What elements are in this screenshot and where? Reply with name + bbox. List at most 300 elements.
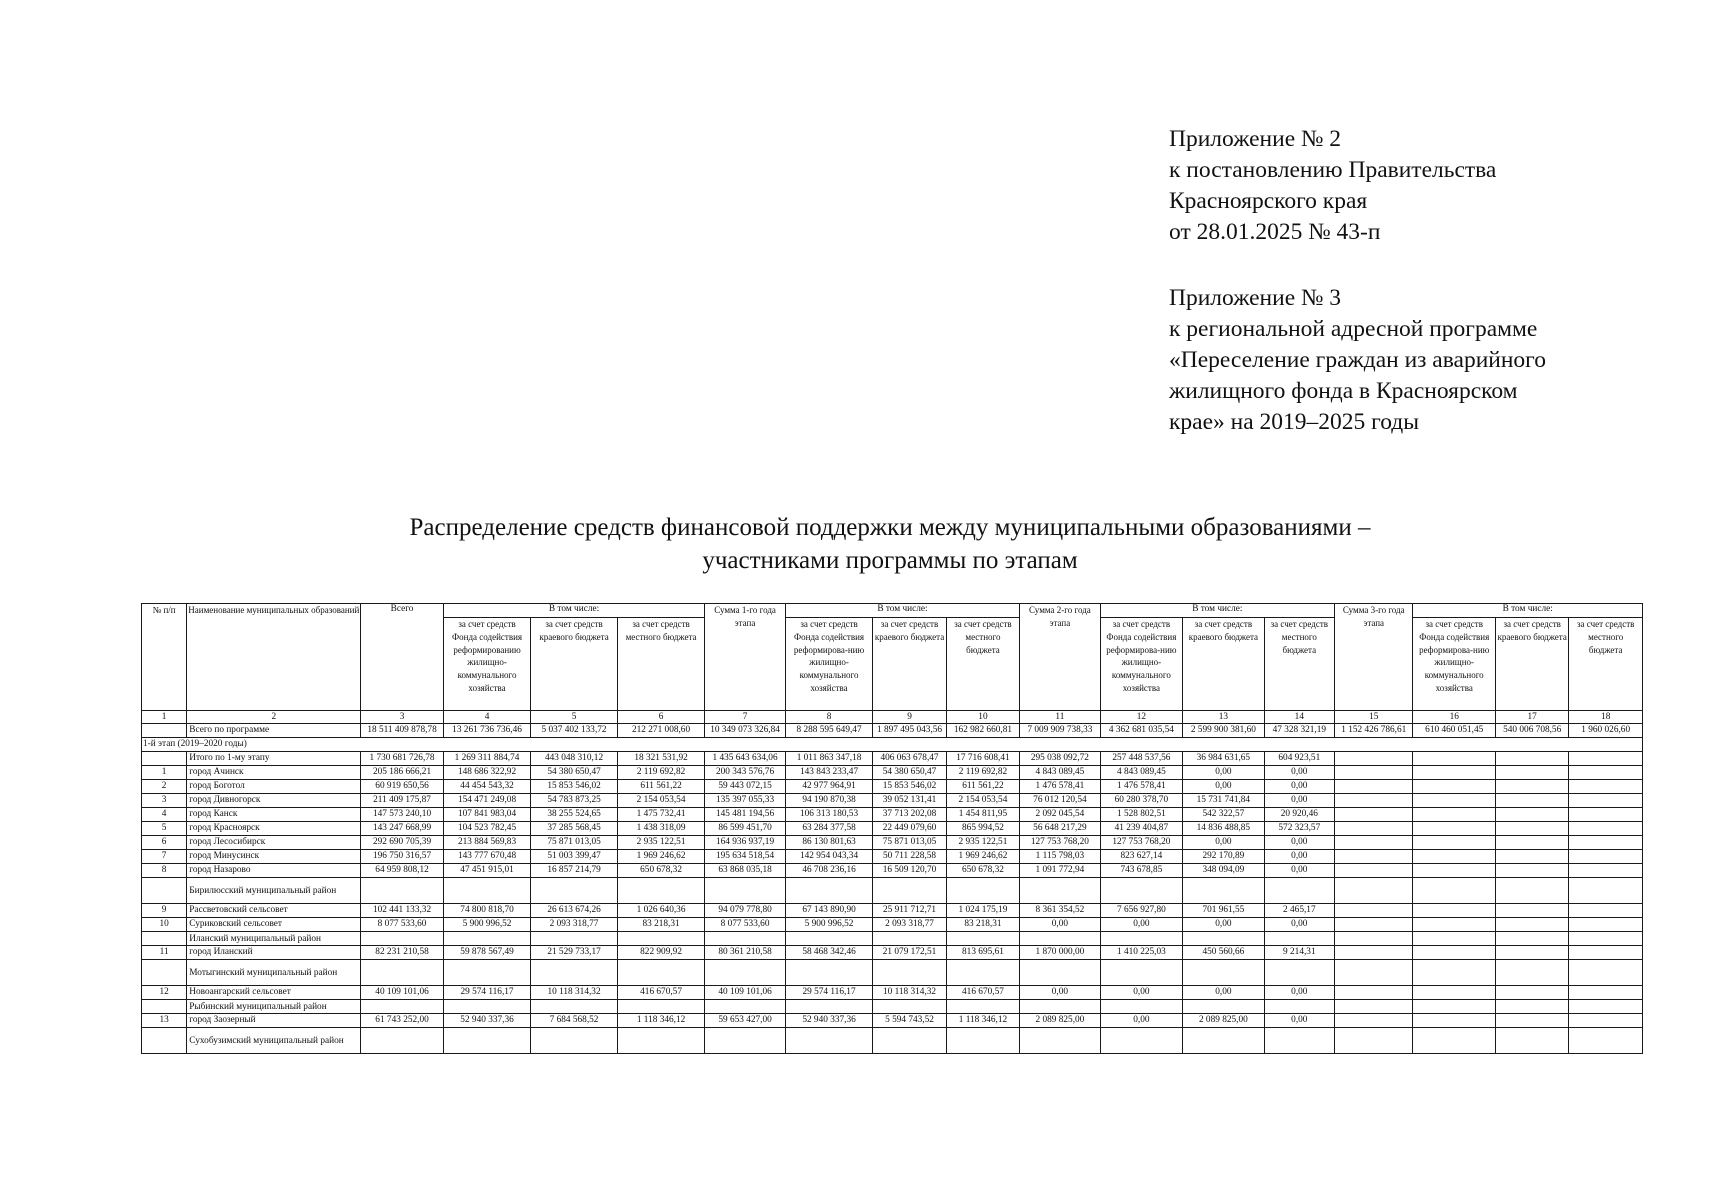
amount-cell: 60 919 650,56 [361, 780, 443, 794]
stage-label: 1-й этап (2019–2020 годы) [142, 738, 1643, 752]
empty-cell [531, 932, 618, 946]
amount-cell: 51 003 399,47 [531, 850, 618, 864]
empty-cell [361, 960, 443, 986]
amount-cell [1569, 808, 1643, 822]
empty-cell [1020, 960, 1100, 986]
empty-cell [946, 932, 1019, 946]
row-number: 9 [142, 904, 187, 918]
amount-cell: 701 961,55 [1183, 904, 1264, 918]
municipality-name: Итого по 1-му этапу [187, 752, 361, 766]
stage-row [142, 738, 1643, 752]
header-num: № п/п [142, 604, 187, 711]
amount-cell: 348 094,09 [1183, 864, 1264, 878]
amount-cell: 1 475 732,41 [617, 808, 705, 822]
amount-cell [1413, 794, 1495, 808]
amount-cell: 5 900 996,52 [443, 918, 531, 932]
table-row [142, 794, 1643, 808]
amount-cell [1413, 836, 1495, 850]
amount-cell: 147 573 240,10 [361, 808, 443, 822]
amount-cell: 13 261 736 736,46 [443, 724, 531, 738]
amount-cell: 18 321 531,92 [617, 752, 705, 766]
amount-cell [1335, 946, 1413, 960]
amount-cell [1569, 766, 1643, 780]
amount-cell: 164 936 937,19 [705, 836, 785, 850]
amount-cell: 743 678,85 [1100, 864, 1182, 878]
amount-cell [1335, 808, 1413, 822]
empty-cell [531, 1028, 618, 1054]
empty-cell [443, 1000, 531, 1014]
amount-cell: 58 468 342,46 [785, 946, 873, 960]
empty-cell [1413, 960, 1495, 986]
amount-cell [1335, 986, 1413, 1000]
appendix-3-line: крае» на 2019–2025 годы [1169, 409, 1420, 435]
empty-cell [1100, 1000, 1182, 1014]
empty-cell [1335, 1028, 1413, 1054]
table-row [142, 836, 1643, 850]
amount-cell [1495, 864, 1568, 878]
amount-cell: 16 509 120,70 [873, 864, 946, 878]
row-number-cell [142, 1000, 187, 1014]
amount-cell: 9 214,31 [1264, 946, 1334, 960]
amount-cell: 211 409 175,87 [361, 794, 443, 808]
amount-cell: 0,00 [1183, 986, 1264, 1000]
amount-cell: 4 843 089,45 [1100, 766, 1182, 780]
header-sum-2: Сумма 2-го года этапа [1020, 604, 1100, 711]
empty-cell [1495, 932, 1568, 946]
amount-cell: 1 091 772,94 [1020, 864, 1100, 878]
district-name: Бирилюсский муниципальный район [187, 878, 361, 904]
table-row [142, 780, 1643, 794]
empty-cell [443, 960, 531, 986]
amount-cell [1495, 808, 1568, 822]
empty-cell [1183, 1028, 1264, 1054]
amount-cell: 60 280 378,70 [1100, 794, 1182, 808]
amount-cell: 822 909,92 [617, 946, 705, 960]
district-header-row [142, 878, 1643, 904]
amount-cell: 1 438 318,09 [617, 822, 705, 836]
amount-cell: 1 152 426 786,61 [1335, 724, 1413, 738]
amount-cell [1569, 864, 1643, 878]
empty-cell [1413, 878, 1495, 904]
amount-cell: 2 093 318,77 [531, 918, 618, 932]
appendix-3-line: жилищного фонда в Красноярском [1169, 378, 1518, 404]
amount-cell: 143 843 233,47 [785, 766, 873, 780]
amount-cell [1413, 822, 1495, 836]
amount-cell: 8 077 533,60 [705, 918, 785, 932]
empty-cell [1413, 932, 1495, 946]
district-name: Рыбинский муниципальный район [187, 1000, 361, 1014]
amount-cell [1335, 836, 1413, 850]
amount-cell: 2 935 122,51 [617, 836, 705, 850]
amount-cell [1569, 918, 1643, 932]
column-number: 8 [785, 711, 873, 724]
appendix-2-line: от 28.01.2025 № 43-п [1169, 219, 1381, 245]
amount-cell [1413, 850, 1495, 864]
amount-cell: 1 118 346,12 [617, 1014, 705, 1028]
amount-cell: 67 143 890,90 [785, 904, 873, 918]
amount-cell [1495, 1014, 1568, 1028]
amount-cell: 54 380 650,47 [531, 766, 618, 780]
empty-cell [946, 960, 1019, 986]
amount-cell: 54 380 650,47 [873, 766, 946, 780]
amount-cell [1413, 986, 1495, 1000]
empty-cell [1495, 1028, 1568, 1054]
amount-cell: 7 684 568,52 [531, 1014, 618, 1028]
amount-cell: 64 959 808,12 [361, 864, 443, 878]
amount-cell [1495, 766, 1568, 780]
column-number: 7 [705, 711, 785, 724]
amount-cell: 1 969 246,62 [617, 850, 705, 864]
empty-cell [531, 1000, 618, 1014]
amount-cell [1335, 850, 1413, 864]
amount-cell: 143 247 668,99 [361, 822, 443, 836]
header-incl-2: В том числе: [785, 604, 1019, 618]
amount-cell: 56 648 217,29 [1020, 822, 1100, 836]
amount-cell: 0,00 [1264, 986, 1334, 1000]
header-fund: за счет средств Фонда содействия реформирова-нию жилищно-коммунального хозяйства [1100, 618, 1182, 711]
amount-cell: 145 481 194,56 [705, 808, 785, 822]
amount-cell: 2 935 122,51 [946, 836, 1019, 850]
municipality-name: Всего по программе [187, 724, 361, 738]
amount-cell: 0,00 [1020, 918, 1100, 932]
amount-cell: 1 870 000,00 [1020, 946, 1100, 960]
amount-cell: 21 529 733,17 [531, 946, 618, 960]
amount-cell [1495, 986, 1568, 1000]
table-body [142, 711, 1643, 1054]
appendix-3-line: к региональной адресной программе [1169, 316, 1538, 342]
row-number: 5 [142, 822, 187, 836]
amount-cell [1569, 822, 1643, 836]
amount-cell: 154 471 249,08 [443, 794, 531, 808]
empty-cell [705, 960, 785, 986]
amount-cell: 36 984 631,65 [1183, 752, 1264, 766]
header-fund: за счет средств Фонда содействия реформированию жилищно-коммунального хозяйства [443, 618, 531, 711]
appendix-3-line: «Переселение граждан из аварийного [1169, 347, 1546, 373]
amount-cell: 41 239 404,87 [1100, 822, 1182, 836]
header-sum-1: Сумма 1-го года этапа [705, 604, 785, 711]
empty-cell [1020, 1000, 1100, 1014]
empty-cell [1569, 878, 1643, 904]
amount-cell: 2 093 318,77 [873, 918, 946, 932]
appendix-3-block [1169, 283, 1546, 438]
amount-cell: 0,00 [1264, 794, 1334, 808]
district-header-row [142, 1000, 1643, 1014]
amount-cell: 213 884 569,83 [443, 836, 531, 850]
amount-cell: 75 871 013,05 [873, 836, 946, 850]
header-local: за счет средств местного бюджета [1569, 618, 1643, 711]
amount-cell: 4 362 681 035,54 [1100, 724, 1182, 738]
empty-cell [785, 1000, 873, 1014]
amount-cell: 257 448 537,56 [1100, 752, 1182, 766]
amount-cell: 102 441 133,32 [361, 904, 443, 918]
amount-cell: 8 288 595 649,47 [785, 724, 873, 738]
empty-cell [1264, 878, 1334, 904]
column-number: 9 [873, 711, 946, 724]
amount-cell: 0,00 [1264, 780, 1334, 794]
amount-cell: 42 977 964,91 [785, 780, 873, 794]
column-number: 10 [946, 711, 1019, 724]
amount-cell: 542 322,57 [1183, 808, 1264, 822]
empty-cell [946, 1000, 1019, 1014]
amount-cell: 572 323,57 [1264, 822, 1334, 836]
empty-cell [705, 932, 785, 946]
amount-cell: 2 089 825,00 [1020, 1014, 1100, 1028]
amount-cell [1413, 918, 1495, 932]
amount-cell: 44 454 543,32 [443, 780, 531, 794]
empty-cell [617, 878, 705, 904]
table-row [142, 808, 1643, 822]
empty-cell [873, 1028, 946, 1054]
amount-cell: 54 783 873,25 [531, 794, 618, 808]
table-row [142, 724, 1643, 738]
amount-cell: 406 063 678,47 [873, 752, 946, 766]
amount-cell: 52 940 337,36 [443, 1014, 531, 1028]
amount-cell: 15 853 546,02 [873, 780, 946, 794]
amount-cell: 1 115 798,03 [1020, 850, 1100, 864]
appendix-3-line: Приложение № 3 [1169, 285, 1342, 311]
empty-cell [1495, 878, 1568, 904]
column-number: 11 [1020, 711, 1100, 724]
municipality-name: город Минусинск [187, 850, 361, 864]
district-name: Иланский муниципальный район [187, 932, 361, 946]
empty-cell [617, 1028, 705, 1054]
amount-cell [1413, 904, 1495, 918]
header-incl-3: В том числе: [1100, 604, 1334, 618]
amount-cell [1335, 780, 1413, 794]
empty-cell [1100, 1028, 1182, 1054]
amount-cell: 8 361 354,52 [1020, 904, 1100, 918]
appendix-2-line: Красноярского края [1169, 188, 1368, 214]
amount-cell: 52 940 337,36 [785, 1014, 873, 1028]
row-number: 3 [142, 794, 187, 808]
amount-cell [1495, 946, 1568, 960]
amount-cell [1495, 822, 1568, 836]
amount-cell: 29 574 116,17 [443, 986, 531, 1000]
amount-cell [1335, 766, 1413, 780]
empty-cell [873, 932, 946, 946]
header-local: за счет средств местного бюджета [1264, 618, 1334, 711]
amount-cell: 196 750 316,57 [361, 850, 443, 864]
row-number: 1 [142, 766, 187, 780]
amount-cell: 200 343 576,76 [705, 766, 785, 780]
empty-cell [1100, 932, 1182, 946]
amount-cell [1569, 1014, 1643, 1028]
amount-cell: 59 443 072,15 [705, 780, 785, 794]
row-number-cell [142, 932, 187, 946]
empty-cell [873, 1000, 946, 1014]
header-local: за счет средств местного бюджета [617, 618, 705, 711]
amount-cell: 0,00 [1183, 780, 1264, 794]
empty-cell [1335, 1000, 1413, 1014]
amount-cell: 1 410 225,03 [1100, 946, 1182, 960]
amount-cell: 1 528 802,51 [1100, 808, 1182, 822]
amount-cell: 292 690 705,39 [361, 836, 443, 850]
empty-cell [1495, 1000, 1568, 1014]
empty-cell [617, 960, 705, 986]
column-number: 6 [617, 711, 705, 724]
row-number: 12 [142, 986, 187, 1000]
amount-cell: 29 574 116,17 [785, 986, 873, 1000]
amount-cell: 1 454 811,95 [946, 808, 1019, 822]
empty-cell [1413, 1000, 1495, 1014]
amount-cell: 38 255 524,65 [531, 808, 618, 822]
amount-cell [1335, 794, 1413, 808]
header-regional: за счет средств краевого бюджета [873, 618, 946, 711]
amount-cell [1413, 808, 1495, 822]
amount-cell: 82 231 210,58 [361, 946, 443, 960]
amount-cell: 2 089 825,00 [1183, 1014, 1264, 1028]
empty-cell [617, 1000, 705, 1014]
amount-cell: 1 435 643 634,06 [705, 752, 785, 766]
distribution-table [141, 603, 1643, 1054]
amount-cell: 16 857 214,79 [531, 864, 618, 878]
header-name: Наименование муниципальных образований [187, 604, 361, 711]
header-incl-1: В том числе: [443, 604, 705, 618]
amount-cell: 148 686 322,92 [443, 766, 531, 780]
amount-cell: 611 561,22 [617, 780, 705, 794]
row-number: 7 [142, 850, 187, 864]
amount-cell [1413, 780, 1495, 794]
amount-cell: 37 285 568,45 [531, 822, 618, 836]
amount-cell [1495, 850, 1568, 864]
amount-cell: 292 170,89 [1183, 850, 1264, 864]
column-number: 12 [1100, 711, 1182, 724]
empty-cell [1569, 1028, 1643, 1054]
amount-cell: 80 361 210,58 [705, 946, 785, 960]
table-row [142, 918, 1643, 932]
row-number [142, 752, 187, 766]
empty-cell [1020, 1028, 1100, 1054]
header-sum-3: Сумма 3-го года этапа [1335, 604, 1413, 711]
empty-cell [946, 1028, 1019, 1054]
column-number: 1 [142, 711, 187, 724]
amount-cell: 17 716 608,41 [946, 752, 1019, 766]
empty-cell [1020, 878, 1100, 904]
column-number: 5 [531, 711, 618, 724]
amount-cell: 86 130 801,63 [785, 836, 873, 850]
amount-cell: 143 777 670,48 [443, 850, 531, 864]
column-number: 15 [1335, 711, 1413, 724]
amount-cell: 1 269 311 884,74 [443, 752, 531, 766]
empty-cell [443, 1028, 531, 1054]
amount-cell: 10 349 073 326,84 [705, 724, 785, 738]
empty-cell [785, 960, 873, 986]
district-header-row [142, 960, 1643, 986]
amount-cell: 1 969 246,62 [946, 850, 1019, 864]
amount-cell [1569, 904, 1643, 918]
empty-cell [1264, 1000, 1334, 1014]
row-number-cell [142, 1028, 187, 1054]
document-title [140, 511, 1640, 577]
empty-cell [361, 1028, 443, 1054]
amount-cell: 2 465,17 [1264, 904, 1334, 918]
empty-cell [361, 932, 443, 946]
empty-cell [785, 878, 873, 904]
row-number: 4 [142, 808, 187, 822]
amount-cell [1335, 822, 1413, 836]
empty-cell [1335, 960, 1413, 986]
amount-cell: 10 118 314,32 [873, 986, 946, 1000]
empty-cell [617, 932, 705, 946]
amount-cell: 59 878 567,49 [443, 946, 531, 960]
row-number: 2 [142, 780, 187, 794]
header-incl-4: В том числе: [1413, 604, 1643, 618]
district-name: Сухобузимский муниципальный район [187, 1028, 361, 1054]
amount-cell [1495, 904, 1568, 918]
amount-cell: 1 118 346,12 [946, 1014, 1019, 1028]
amount-cell: 63 284 377,58 [785, 822, 873, 836]
amount-cell: 74 800 818,70 [443, 904, 531, 918]
amount-cell: 37 713 202,08 [873, 808, 946, 822]
municipality-name: город Заозерный [187, 1014, 361, 1028]
empty-cell [443, 878, 531, 904]
amount-cell: 212 271 008,60 [617, 724, 705, 738]
amount-cell: 94 079 778,80 [705, 904, 785, 918]
district-header-row [142, 932, 1643, 946]
row-number: 11 [142, 946, 187, 960]
amount-cell [1413, 864, 1495, 878]
municipality-name: город Ачинск [187, 766, 361, 780]
amount-cell: 107 841 983,04 [443, 808, 531, 822]
amount-cell [1413, 752, 1495, 766]
table-row [142, 850, 1643, 864]
empty-cell [443, 932, 531, 946]
amount-cell: 20 920,46 [1264, 808, 1334, 822]
amount-cell: 0,00 [1183, 766, 1264, 780]
amount-cell: 0,00 [1264, 850, 1334, 864]
amount-cell [1335, 918, 1413, 932]
amount-cell: 1 960 026,60 [1569, 724, 1643, 738]
table-row [142, 752, 1643, 766]
column-number-row [142, 711, 1643, 724]
empty-cell [1335, 932, 1413, 946]
amount-cell: 0,00 [1100, 986, 1182, 1000]
amount-cell: 59 653 427,00 [705, 1014, 785, 1028]
amount-cell: 83 218,31 [946, 918, 1019, 932]
amount-cell: 813 695,61 [946, 946, 1019, 960]
amount-cell: 2 154 053,54 [946, 794, 1019, 808]
empty-cell [1569, 1000, 1643, 1014]
table-row [142, 766, 1643, 780]
header-fund: за счет средств Фонда содействия реформирова-нию жилищно-коммунального хозяйства [1413, 618, 1495, 711]
amount-cell [1335, 1014, 1413, 1028]
amount-cell: 604 923,51 [1264, 752, 1334, 766]
amount-cell: 47 451 915,01 [443, 864, 531, 878]
empty-cell [531, 960, 618, 986]
amount-cell: 610 460 051,45 [1413, 724, 1495, 738]
amount-cell: 83 218,31 [617, 918, 705, 932]
column-number: 2 [187, 711, 361, 724]
empty-cell [1100, 878, 1182, 904]
amount-cell: 46 708 236,16 [785, 864, 873, 878]
municipality-name: город Канск [187, 808, 361, 822]
amount-cell: 127 753 768,20 [1100, 836, 1182, 850]
amount-cell: 22 449 079,60 [873, 822, 946, 836]
column-number: 3 [361, 711, 443, 724]
amount-cell: 1 026 640,36 [617, 904, 705, 918]
empty-cell [785, 1028, 873, 1054]
amount-cell: 1 024 175,19 [946, 904, 1019, 918]
empty-cell [705, 878, 785, 904]
municipality-name: город Назарово [187, 864, 361, 878]
header-regional: за счет средств краевого бюджета [1183, 618, 1264, 711]
amount-cell: 50 711 228,58 [873, 850, 946, 864]
amount-cell: 1 897 495 043,56 [873, 724, 946, 738]
table-row [142, 1014, 1643, 1028]
amount-cell: 25 911 712,71 [873, 904, 946, 918]
amount-cell: 5 594 743,52 [873, 1014, 946, 1028]
amount-cell: 14 836 488,85 [1183, 822, 1264, 836]
